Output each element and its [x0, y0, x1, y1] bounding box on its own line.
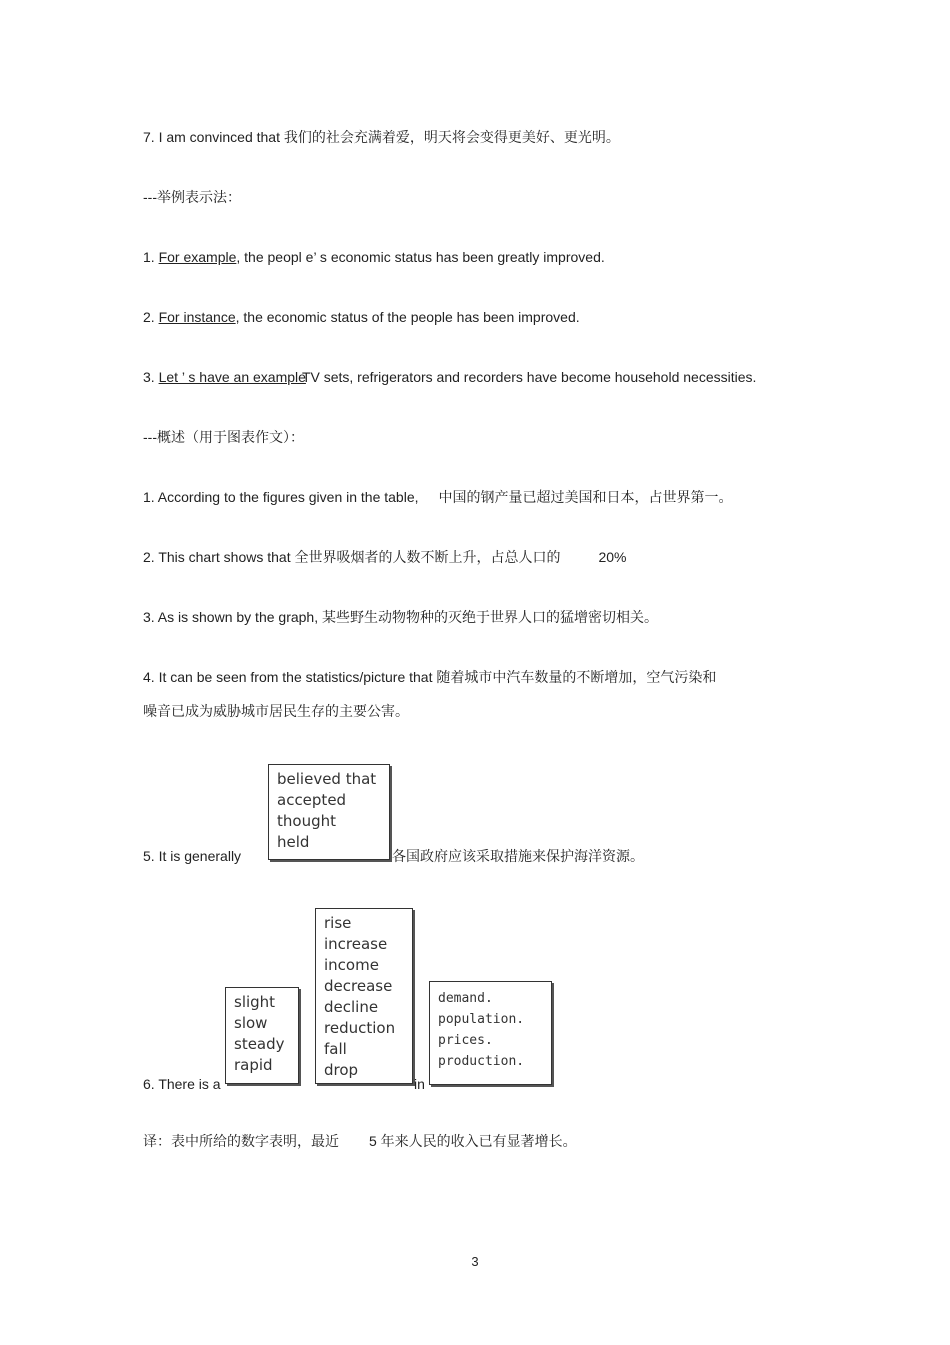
example-3 — [143, 368, 756, 386]
example-2-rest: , the economic status of the people has been improved. — [235, 309, 580, 325]
topic-option: population. — [438, 1012, 525, 1027]
noun-option: income — [324, 956, 379, 974]
topic-options-box — [429, 981, 552, 1085]
noun-option: decrease — [324, 977, 393, 995]
example-2-phrase: For instance — [158, 309, 236, 325]
summary-2-percent: 20% — [598, 549, 627, 565]
summary-6-en: 6. There is a — [143, 1076, 221, 1092]
sentence-7-zh: 我们的社会充满着爱，明天将会变得更美好、更光明。 — [283, 129, 620, 145]
sentence-7 — [143, 128, 620, 146]
adjective-options-box — [225, 987, 299, 1084]
summary-6 — [143, 1075, 221, 1093]
summary-4-en: 4. It can be seen from the statistics/picture that — [143, 669, 437, 685]
example-1 — [143, 248, 605, 266]
noun-option: decline — [324, 998, 379, 1016]
example-2-number: 2. — [143, 309, 159, 325]
summary-1-en: 1. According to the figures given in the table, — [143, 489, 419, 505]
adjective-option: rapid — [234, 1056, 273, 1074]
verb-option: accepted — [277, 791, 347, 809]
verb-options-box — [268, 764, 390, 860]
summary-2-en: 2. This chart shows that — [143, 549, 295, 565]
summary-4 — [143, 668, 716, 686]
translation — [143, 1132, 577, 1150]
summary-3 — [143, 608, 658, 626]
summary-1 — [143, 488, 733, 506]
translation-part-2: 5 年来人民的收入已有显著增长。 — [369, 1133, 577, 1149]
summary-4-continued: 噪音已成为威胁城市居民生存的主要公害。 — [143, 703, 409, 719]
summary-5-en: 5. It is generally — [143, 848, 242, 864]
example-1-rest: , the peopl e’ s economic status has been greatly improved. — [236, 249, 605, 265]
summary-2 — [143, 548, 627, 566]
noun-option: fall — [324, 1040, 347, 1058]
verb-option: believed that — [277, 770, 377, 788]
summary-heading: ---概述（用于图表作文）： — [143, 429, 304, 445]
translation-part-1: 译：表中所给的数字表明，最近 — [143, 1133, 339, 1149]
example-1-phrase: For example — [158, 249, 237, 265]
adjective-option: slow — [234, 1014, 268, 1032]
summary-2-zh: 全世界吸烟者的人数不断上升，占总人口的 — [294, 549, 561, 565]
summary-3-zh: 某些野生动物物种的灭绝于世界人口的猛增密切相关。 — [322, 609, 658, 625]
summary-5 — [143, 847, 241, 865]
topic-option: prices. — [438, 1033, 493, 1048]
topic-option: demand. — [438, 991, 493, 1006]
noun-options-box — [315, 908, 413, 1084]
verb-option: held — [277, 833, 310, 851]
summary-4-zh: 随着城市中汽车数量的不断增加，空气污染和 — [436, 669, 717, 685]
summary-3-en: 3. As is shown by the graph, — [143, 609, 322, 625]
example-3-phrase: Let ’ s have an example — [158, 369, 306, 385]
adjective-option: steady — [234, 1035, 285, 1053]
topic-option: production. — [438, 1054, 525, 1069]
example-1-number: 1. — [143, 249, 159, 265]
example-2 — [143, 308, 580, 326]
adjective-option: slight — [234, 993, 276, 1011]
noun-option: rise — [324, 914, 352, 932]
sentence-7-en: 7. I am convinced that — [143, 129, 284, 145]
page-number: 3 — [471, 1254, 479, 1269]
examples-heading: ---举例表示法： — [143, 189, 241, 205]
verb-option: thought — [277, 812, 336, 830]
summary-6-in: in — [414, 1076, 425, 1092]
example-3-number: 3. — [143, 369, 159, 385]
noun-option: increase — [324, 935, 388, 953]
noun-option: drop — [324, 1061, 359, 1079]
summary-1-zh: 中国的钢产量已超过美国和日本，占世界第一。 — [438, 489, 733, 505]
example-3-rest: TV sets, refrigerators and recorders have become household necessities. — [301, 369, 757, 385]
noun-option: reduction — [324, 1019, 396, 1037]
summary-5-zh: 各国政府应该采取措施来保护海洋资源。 — [392, 848, 644, 864]
